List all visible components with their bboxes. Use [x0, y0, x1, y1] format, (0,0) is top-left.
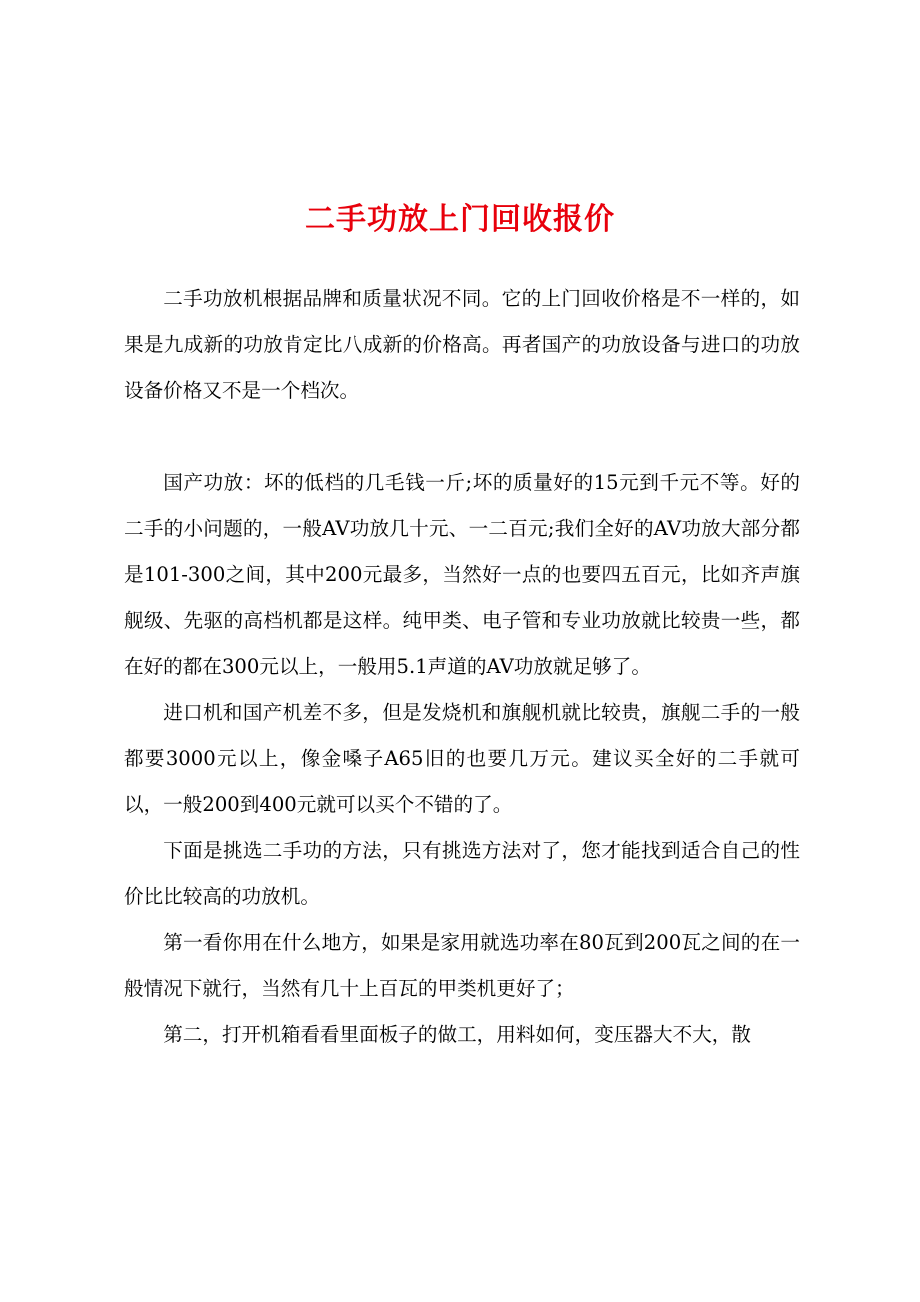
- paragraph-intro: 二手功放机根据品牌和质量状况不同。它的上门回收价格是不一样的，如果是九成新的功放肯定比八成新的价格高。再者国产的功放设备与进口的功放设备价格又不是一个档次。: [124, 287, 800, 402]
- document-title: 二手功放上门回收报价: [305, 202, 615, 237]
- paragraph-selection-method: 下面是挑选二手功的方法，只有挑选方法对了，您才能找到适合自己的性价比比较高的功放机。: [124, 839, 800, 908]
- paragraph-imported-amplifiers: 进口机和国产机差不多，但是发烧机和旗舰机就比较贵，旗舰二手的一般都要3000元以上，像金嗓子A65旧的也要几万元。建议买全好的二手就可以，一般200到400元就可以买个不错的了。: [124, 701, 800, 816]
- document-body: [124, 276, 800, 1058]
- paragraph-first-tip: 第一看你用在什么地方，如果是家用就选功率在80瓦到200瓦之间的在一般情况下就行，当然有几十上百瓦的甲类机更好了；: [124, 931, 800, 1000]
- paragraph-second-tip: 第二，打开机箱看看里面板子的做工，用料如何，变压器大不大，散: [163, 1023, 751, 1046]
- paragraph-domestic-amplifiers: 国产功放：坏的低档的几毛钱一斤;坏的质量好的15元到千元不等。好的二手的小问题的，一般AV功放几十元、一二百元;我们全好的AV功放大部分都是101-300之间，其中200元最多，当然好一点的也要四五百元，比如齐声旗舰级、先驱的高档机都是这样。纯甲类、电子管和专业功放就比较贵一些，都在好的都在300元以上，一般用5.1声道的AV功放就足够了。: [124, 471, 800, 678]
